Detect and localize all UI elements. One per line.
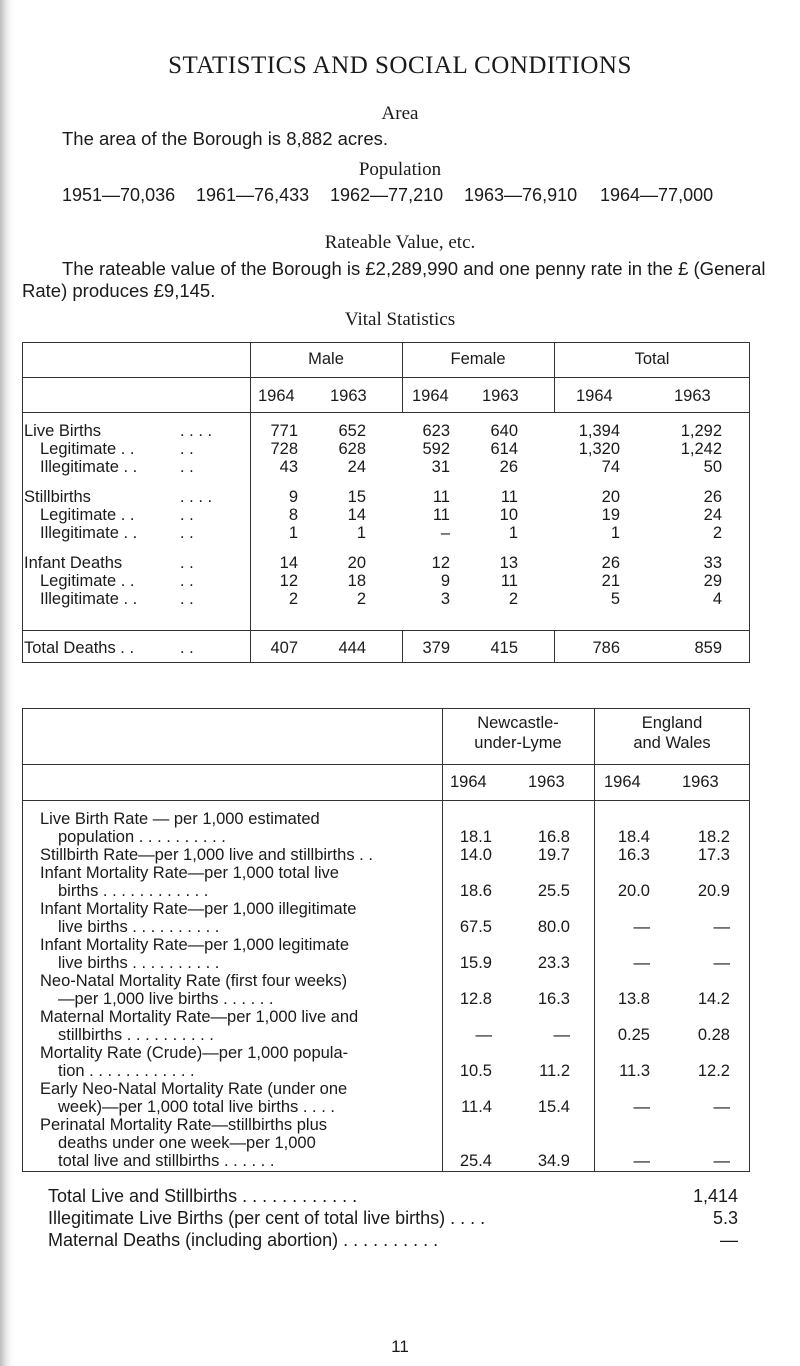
rate-cell: 0.28 [697,1026,730,1044]
rate-cell: 20.9 [697,882,730,900]
vital-cell: 614 [490,440,518,458]
vital-cell: 74 [601,458,620,476]
rate-cell: — [553,1026,570,1044]
vital-cell: 31 [431,458,450,476]
year-header: 1963 [682,773,719,791]
vital-cell: 2 [288,590,298,608]
rate-cell: 10.5 [459,1062,492,1080]
rate-row-label [40,846,440,864]
vital-row-label: Legitimate . . [40,572,135,590]
vital-cell: 415 [490,639,518,657]
group-header-newcastle-line2: under-Lyme [474,734,562,752]
rate-cell: 18.4 [617,828,650,846]
vital-row-label: Legitimate . . [40,440,135,458]
rateable-text-line2: Rate) produces £9,145. [22,280,216,301]
rate-cell: 15.4 [537,1098,570,1116]
rate-row-label-line: total live and stillbirths . . . . . . [58,1152,275,1170]
rate-row-label-line: Maternal Mortality Rate—per 1,000 live and [40,1008,359,1026]
vital-row-leader: . . . . [180,422,213,440]
rate-row-label-line: population . . . . . . . . . . [58,828,226,846]
rate-cell: 17.3 [697,846,730,864]
rate-cell: 13.8 [617,990,650,1008]
rate-cell: 12.8 [459,990,492,1008]
rate-cell: 16.3 [537,990,570,1008]
population-heading: Population [358,159,442,180]
vital-cell: 29 [703,572,722,590]
rate-cell: — [713,1152,730,1170]
rate-cell: 11.2 [539,1062,570,1080]
vital-cell: 50 [703,458,722,476]
rate-cell: 20.0 [617,882,650,900]
vital-cell: 786 [592,639,620,657]
vital-cell: 5 [610,590,620,608]
rate-cell: 11.4 [461,1098,492,1116]
rate-row-label-line: Infant Mortality Rate—per 1,000 total live [40,864,339,882]
population-1963: 1963—76,910 [464,185,578,205]
vital-cell: 407 [270,639,298,657]
vital-cell: 20 [601,488,620,506]
page-number: 11 [391,1337,409,1356]
rate-cell: 14.2 [697,990,730,1008]
vital-cell: 1,292 [680,422,722,440]
group-header-female: Female [450,350,506,368]
rate-cell: — [633,1098,650,1116]
vital-row-leader: . . [180,506,194,524]
rate-cell: 18.1 [459,828,492,846]
rate-row-label-line: Neo-Natal Mortality Rate (first four weeks) [40,972,348,990]
vital-cell: 1,394 [578,422,620,440]
rate-row-label-line: Live Birth Rate — per 1,000 estimated [40,810,320,828]
vital-cell: 19 [601,506,620,524]
rate-row-label [40,864,440,900]
vital-cell: 623 [422,422,450,440]
vital-row-leader: . . [180,639,194,657]
rate-cell: 15.9 [459,954,492,972]
vital-cell: 24 [703,506,722,524]
rate-cell: 18.2 [697,828,730,846]
vital-cell: 11 [500,572,518,590]
rate-cell: — [713,954,730,972]
vital-cell: 12 [279,572,298,590]
vital-cell: 9 [288,488,298,506]
summary-label: Total Live and Stillbirths . . . . . . . . . . . . [48,1186,358,1206]
vital-cell: 379 [422,639,450,657]
vital-cell: 11 [432,488,450,506]
rate-row-label-line: —per 1,000 live births . . . . . . [58,990,274,1008]
vital-row-label: Illegitimate . . [40,524,138,542]
vital-cell: 628 [338,440,366,458]
vital-cell: 640 [490,422,518,440]
vital-cell: 14 [279,554,298,572]
rate-cell: 67.5 [459,918,492,936]
rate-cell: — [475,1026,492,1044]
group-header-male: Male [308,350,344,368]
vital-cell: 11 [500,488,518,506]
vital-cell: 652 [338,422,366,440]
vital-cell: 24 [347,458,366,476]
vital-cell: 859 [694,639,722,657]
rate-cell: 12.2 [697,1062,730,1080]
vital-row-label: Infant Deaths [24,554,123,572]
vital-cell: 26 [601,554,620,572]
rate-row-label [40,810,440,846]
vital-cell: 1 [610,524,620,542]
vital-cell: 33 [703,554,722,572]
vital-cell: 13 [499,554,518,572]
rate-row-label [40,972,440,1008]
rate-row-label-line: week)—per 1,000 total live births . . . . [58,1098,335,1116]
year-header: 1964 [604,773,641,791]
vital-cell: 14 [347,506,366,524]
vital-cell: 18 [347,572,366,590]
vital-cell: 20 [347,554,366,572]
rates-table [22,708,750,1174]
vital-cell: 4 [712,590,722,608]
rate-cell: 16.3 [617,846,650,864]
rate-cell: — [713,1098,730,1116]
year-header: 1964 [450,773,487,791]
area-text: The area of the Borough is 8,882 acres. [62,128,389,149]
vital-cell: 1 [356,524,366,542]
group-header-newcastle-line1: Newcastle- [477,714,559,732]
vital-cell: 9 [440,572,450,590]
vital-cell: 10 [499,506,518,524]
rate-row-label-line: deaths under one week—per 1,000 [58,1134,316,1152]
rate-cell: 25.5 [537,882,570,900]
vital-cell: 2 [508,590,518,608]
rate-cell: 34.9 [537,1152,570,1170]
vital-row-leader: . . . . [180,488,213,506]
page-binding-edge [0,0,14,1366]
rate-cell: 16.8 [537,828,570,846]
rate-row-label [40,900,440,936]
rate-row-label [40,936,440,972]
rate-cell: 23.3 [537,954,570,972]
rate-cell: 19.7 [537,846,570,864]
group-header-total: Total [634,350,670,368]
vital-cell: 728 [270,440,298,458]
vital-cell: 15 [347,488,366,506]
rate-cell: 80.0 [537,918,570,936]
rate-row-label [40,1080,440,1116]
rate-row-label-line: tion . . . . . . . . . . . . [58,1062,195,1080]
vital-cell: 1,320 [578,440,620,458]
rate-row-label-line: births . . . . . . . . . . . . [58,882,209,900]
vital-statistics-table [22,342,750,702]
vital-row-leader: . . [180,458,194,476]
vital-row-label: Live Births [24,422,102,440]
year-header: 1964 [412,387,449,405]
vital-cell: 43 [279,458,298,476]
year-header: 1963 [674,387,711,405]
rate-row-label-line: stillbirths . . . . . . . . . . [58,1026,214,1044]
page-title: STATISTICS AND SOCIAL CONDITIONS [168,52,632,79]
rate-cell: 14.0 [459,846,492,864]
vital-cell: – [440,524,450,542]
vital-row-label: Stillbirths [24,488,91,506]
rate-cell: 0.25 [617,1026,650,1044]
vital-cell: 12 [431,554,450,572]
population-1964: 1964—77,000 [600,185,714,205]
vital-row-leader: . . [180,590,194,608]
summary-value: 1,414 [692,1186,738,1206]
vital-cell: 444 [338,639,366,657]
year-header: 1963 [528,773,565,791]
year-header: 1963 [330,387,367,405]
vital-row-label: Illegitimate . . [40,590,138,608]
vital-cell: 1 [288,524,298,542]
vital-row-leader: . . [180,524,194,542]
summary-value: 5.3 [712,1208,738,1228]
rate-row-label [40,1116,440,1170]
vital-cell: 21 [601,572,620,590]
rate-cell: 25.4 [459,1152,492,1170]
rate-row-label-line: live births . . . . . . . . . . [58,954,220,972]
year-header: 1964 [258,387,295,405]
vital-cell: 2 [356,590,366,608]
rateable-text-line1: The rateable value of the Borough is £2,289,990 and one penny rate in the £ (General [62,258,766,279]
vital-row-leader: . . [180,572,194,590]
rate-cell: — [633,918,650,936]
vital-cell: 592 [422,440,450,458]
rate-row-label-line: Perinatal Mortality Rate—stillbirths plus [40,1116,328,1134]
rate-cell: 11.3 [619,1062,650,1080]
vital-cell: 11 [432,506,450,524]
vital-cell: 1 [508,524,518,542]
area-heading: Area [381,103,419,124]
population-1962: 1962—77,210 [330,185,444,205]
vital-row-label: Illegitimate . . [40,458,138,476]
vital-row-leader: . . [180,440,194,458]
rate-row-label-line: live births . . . . . . . . . . [58,918,220,936]
vital-cell: 26 [499,458,518,476]
group-header-england-line2: and Wales [633,734,711,752]
rate-cell: 18.6 [459,882,492,900]
vital-cell: 2 [712,524,722,542]
rate-row-label-line: Infant Mortality Rate—per 1,000 illegitimate [40,900,357,918]
summary-label: Maternal Deaths (including abortion) . . . . . . . . . . [48,1230,439,1250]
rate-row-label-line: Mortality Rate (Crude)—per 1,000 popula- [40,1044,349,1062]
vital-row-label: Total Deaths . . [24,639,135,657]
vital-row-leader: . . [180,554,194,572]
summary-label: Illegitimate Live Births (per cent of total live births) . . . . [48,1208,486,1228]
rate-cell: — [633,954,650,972]
vital-row-label: Legitimate . . [40,506,135,524]
vital-cell: 1,242 [680,440,722,458]
vital-cell: 8 [288,506,298,524]
vital-cell: 771 [270,422,298,440]
population-1951: 1951—70,036 [62,185,176,205]
rate-row-label-line: Stillbirth Rate—per 1,000 live and stillbirths . . [40,846,373,864]
group-header-england-line1: England [641,714,703,732]
rate-row-label-line: Infant Mortality Rate—per 1,000 legitimate [40,936,350,954]
summary-value: — [720,1230,738,1250]
rate-row-label [40,1008,440,1044]
rate-cell: — [633,1152,650,1170]
rate-row-label-line: Early Neo-Natal Mortality Rate (under one [40,1080,348,1098]
rateable-heading: Rateable Value, etc. [324,232,476,253]
rate-cell: — [713,918,730,936]
year-header: 1963 [482,387,519,405]
vital-cell: 3 [440,590,450,608]
population-1961: 1961—76,433 [196,185,310,205]
vital-cell: 26 [703,488,722,506]
year-header: 1964 [576,387,613,405]
vital-statistics-heading: Vital Statistics [344,309,456,330]
rate-row-label [40,1044,440,1080]
